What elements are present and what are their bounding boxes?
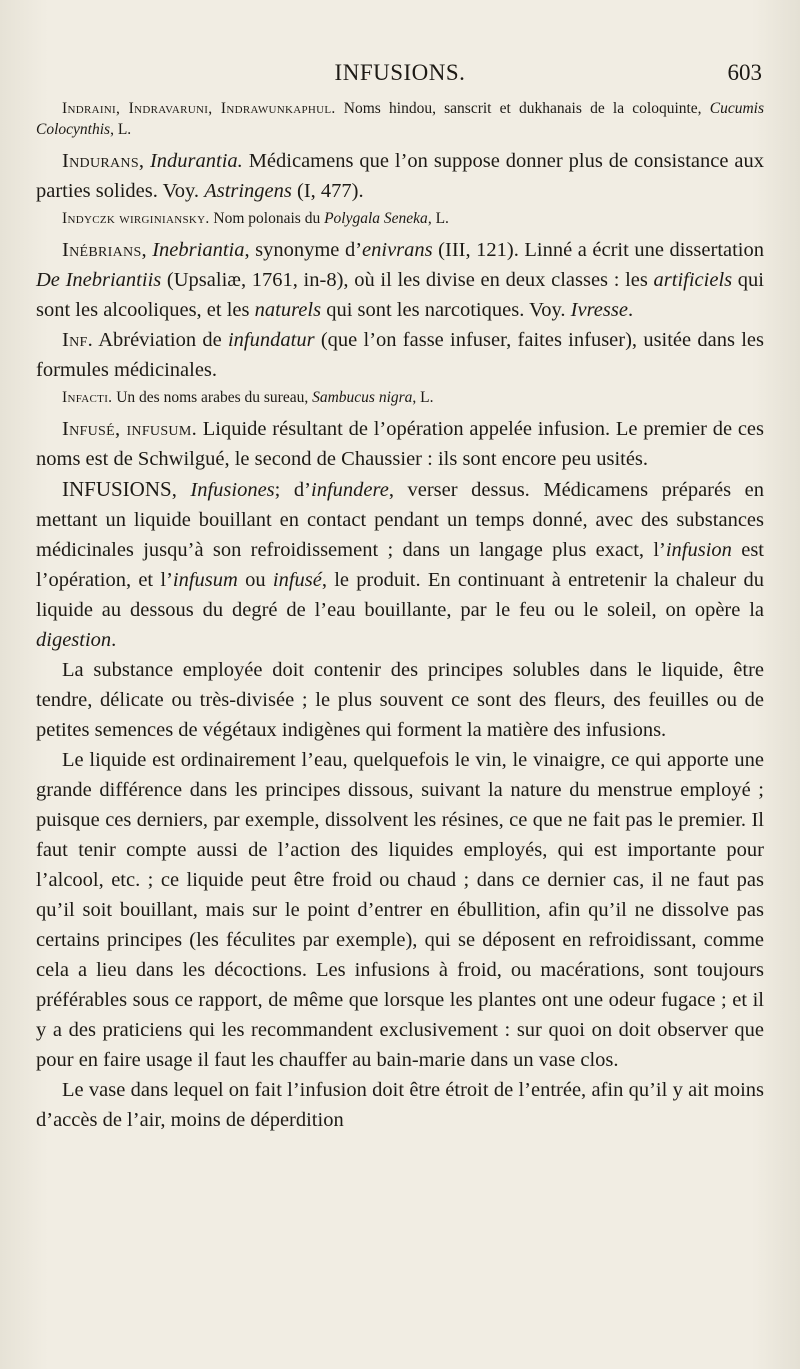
entries-list — [36, 98, 764, 1135]
italic-term: infundere — [311, 479, 389, 501]
paragraph-liquide — [36, 745, 764, 1075]
headword: INFUSIONS — [62, 477, 172, 501]
entry-infacti — [36, 387, 764, 408]
headword: Infacti. — [62, 389, 113, 406]
entry-text: La substance employée doit contenir des principes solubles dans le liquide, être tendre, délicate ou très-divisée ; le plus souvent ce sont des fleurs, des feuilles ou de petites semences de végétaux indigènes qui forment la matière des infusions. — [36, 659, 764, 741]
entry-inf — [36, 325, 764, 385]
entry-text: , — [171, 479, 191, 501]
entry-text: qui sont les alcooliques, et les — [36, 269, 764, 321]
italic-term: De Inebriantiis — [36, 269, 162, 291]
italic-term: naturels — [254, 299, 322, 321]
headword: Indurans — [62, 150, 139, 172]
italic-term: artificiels — [653, 269, 733, 291]
italic-term: infusion — [665, 539, 732, 561]
running-head — [36, 58, 764, 94]
paragraph-substance — [36, 655, 764, 745]
entry-text: Noms hindou, sanscrit et dukhanais de la coloquinte, — [335, 100, 710, 117]
entry-text: , synonyme d’ — [244, 239, 363, 261]
headword: Infusé, infusum. — [62, 418, 197, 440]
entry-text: est l’opération, et l’ — [36, 539, 764, 591]
entry-text: (Upsaliæ, 1761, in-8), où il les divise en deux classes : les — [161, 269, 654, 291]
page-title: INFUSIONS. — [334, 60, 466, 85]
entry-text: (III, 121). Linné a écrit une dissertation — [432, 239, 765, 261]
entry-infusions — [36, 474, 764, 655]
entry-text: , le produit. En continuant à entretenir la chaleur du liquide au dessous du degré de l’eau bouillante, par le feu ou le soleil, on opère la — [36, 569, 764, 621]
entry-infuse — [36, 414, 764, 474]
entry-indraini — [36, 98, 764, 140]
headword: Inébrians — [62, 239, 142, 261]
entry-text: (que l’on fasse infuser, faites infuser), usitée dans les formules médicinales. — [36, 329, 764, 381]
entry-text: . — [111, 629, 117, 651]
entry-text: ou — [237, 569, 273, 591]
entry-text: Médicamens que l’on suppose donner plus de consistance aux parties solides. Voy. — [36, 150, 764, 202]
italic-term: Indurantia. — [149, 150, 243, 172]
entry-text: . — [627, 299, 634, 321]
entry-indyczk — [36, 208, 764, 229]
italic-term: Infusiones — [190, 479, 275, 501]
entry-text: , L. — [412, 389, 434, 406]
paragraph-vase — [36, 1075, 764, 1135]
headword: Indyczk wirginiansky. — [62, 210, 210, 227]
italic-term: Cucumis Colocynthis — [36, 100, 764, 138]
entry-text: , — [138, 150, 150, 172]
headword: Inf. — [62, 329, 94, 351]
italic-term: Ivresse — [570, 299, 628, 321]
entry-text: Le liquide est ordinairement l’eau, quelquefois le vin, le vinaigre, ce qui apporte une grande différence dans les principes dissous, suivant la nature du menstrue employé ; puisque ces derniers, par exemple, dissolvent les résines, ce que ne fait pas le premier. Il faut tenir compte aussi de l’action des liquides employés, qui est importante pour l’alcool, etc. ; ce liquide peut être froid ou chaud ; dans ce dernier cas, il ne faut pas qu’il soit bouillant, mais sur le point d’entrer en ébullition, afin qu’il ne dissolve pas certains principes (les féculites par exemple), qui se déposent en refroidissant, comme cela a lieu dans les décoctions. Les infusions à froid, ou macérations, sont toujours préférables sous ce rapport, de même que lorsque les plantes ont une odeur fugace ; et il y a des praticiens qui les recommandent exclusivement : sur quoi on doit observer que pour en faire usage il faut les chauffer au bain-marie dans un vase clos. — [36, 749, 764, 1071]
entry-text: Nom polonais du — [209, 210, 325, 227]
italic-term: digestion — [36, 629, 112, 651]
entry-text: , verser dessus. Médicamens préparés en mettant un liquide bouillant en contact pendant un temps donné, avec des substances médicinales jusqu’à son refroidissement ; dans un langage plus exact, l’ — [36, 479, 764, 561]
italic-term: enivrans — [362, 239, 433, 261]
italic-term: infusé — [272, 569, 322, 591]
italic-term: infundatur — [227, 329, 315, 351]
entry-text: Abréviation de — [93, 329, 228, 351]
entry-text: , L. — [427, 210, 449, 227]
page-number: 603 — [727, 60, 762, 85]
entry-text: ; d’ — [274, 479, 311, 501]
entry-text: Un des noms arabes du sureau, — [112, 389, 313, 406]
italic-term: Polygala Seneka — [324, 210, 428, 227]
italic-term: Sambucus nigra — [312, 389, 413, 406]
entry-text: , L. — [110, 121, 132, 138]
entry-text: , — [141, 239, 153, 261]
headword: Indraini, Indravaruni, Indrawunkaphul. — [62, 100, 336, 117]
entry-text: qui sont les narcotiques. Voy. — [321, 299, 571, 321]
italic-term: Astringens — [204, 180, 292, 202]
entry-text: Liquide résultant de l’opération appelée infusion. Le premier de ces noms est de Schwilgué, le second de Chaussier : ils sont encore peu usités. — [36, 418, 764, 470]
entry-text: Le vase dans lequel on fait l’infusion doit être étroit de l’entrée, afin qu’il y ait moins d’accès de l’air, moins de déperdition — [36, 1079, 764, 1131]
italic-term: infusum — [172, 569, 238, 591]
italic-term: Inebriantia — [152, 239, 245, 261]
entry-indurans — [36, 146, 764, 206]
entry-inebrians — [36, 235, 764, 325]
entry-text: (I, 477). — [291, 180, 364, 202]
